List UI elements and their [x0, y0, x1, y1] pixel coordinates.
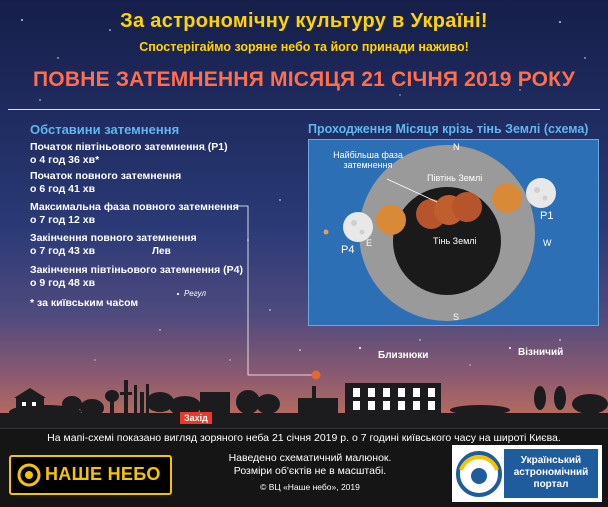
event-maximum-time: о 7 год 12 хв: [30, 214, 96, 226]
label-p1: P1: [540, 210, 554, 222]
event-p4-name: Закінчення півтіньового затемнення (P4): [30, 264, 244, 276]
schematic-note-1: Наведено схематичний малюнок.: [228, 452, 392, 464]
label-north: N: [453, 142, 460, 152]
circumstances-heading: Обставини затемнення: [30, 122, 180, 137]
astro-portal-logo[interactable]: [452, 445, 602, 502]
map-note: На мапі-схемі показано вигляд зоряного неба 21 січня 2019 р. о 7 годині київського часу на широті Києва.: [47, 432, 561, 444]
label-east: E: [366, 238, 373, 248]
astro-portal-line2: астрономічний: [513, 467, 589, 478]
nashe-nebo-logo-text: НАШЕ НЕБО: [45, 464, 161, 484]
label-regulus: Регул: [184, 289, 207, 298]
label-auriga: Візничий: [518, 347, 564, 358]
astro-portal-emblem-icon: [455, 450, 503, 498]
label-max-phase: Найбільша фаза затемнення: [333, 150, 403, 170]
copyright: © ВЦ «Наше небо», 2019: [260, 482, 360, 492]
event-maximum-name: Максимальна фаза повного затемнення: [30, 201, 239, 213]
astro-portal-line1: Український: [520, 455, 582, 466]
page-title: За астрономічну культуру в Україні!: [120, 10, 488, 32]
label-umbra: Тінь Землі: [433, 236, 477, 246]
label-penumbra: Півтінь Землі: [427, 173, 483, 183]
label-gemini: Близнюки: [378, 350, 429, 361]
event-p1-time: о 4 год 36 хв*: [30, 154, 100, 166]
event-total-end-time: о 7 год 43 хв: [30, 245, 96, 257]
schematic-note-2: Розміри об'єктів не в масштабі.: [233, 465, 387, 477]
label-leo: Лев: [152, 246, 171, 257]
event-total-start-time: о 6 год 41 хв: [30, 183, 96, 195]
event-p1-name: Початок півтіньового затемнення (P1): [30, 141, 228, 153]
event-p4-time: о 9 год 48 хв: [30, 277, 96, 289]
eclipse-headline: ПОВНЕ ЗАТЕМНЕННЯ МІСЯЦЯ 21 СІЧНЯ 2019 РОКУ: [33, 68, 575, 91]
label-south: S: [453, 312, 460, 322]
event-total-start-name: Початок повного затемнення: [30, 170, 182, 182]
timezone-note: * за київським часом: [30, 297, 139, 309]
west-marker: Захід: [180, 412, 212, 424]
nashe-nebo-emblem-icon: [17, 463, 41, 487]
nashe-nebo-logo[interactable]: [9, 455, 172, 495]
event-total-end-name: Закінчення повного затемнення: [30, 232, 197, 244]
diagram-heading: Проходження Місяця крізь тінь Землі (схема): [308, 122, 589, 136]
label-west: W: [543, 238, 552, 248]
astro-portal-line3: портал: [533, 479, 569, 490]
label-p4: P4: [341, 244, 355, 256]
page-subtitle: Спостерігаймо зоряне небо та його принади наживо!: [139, 40, 469, 54]
